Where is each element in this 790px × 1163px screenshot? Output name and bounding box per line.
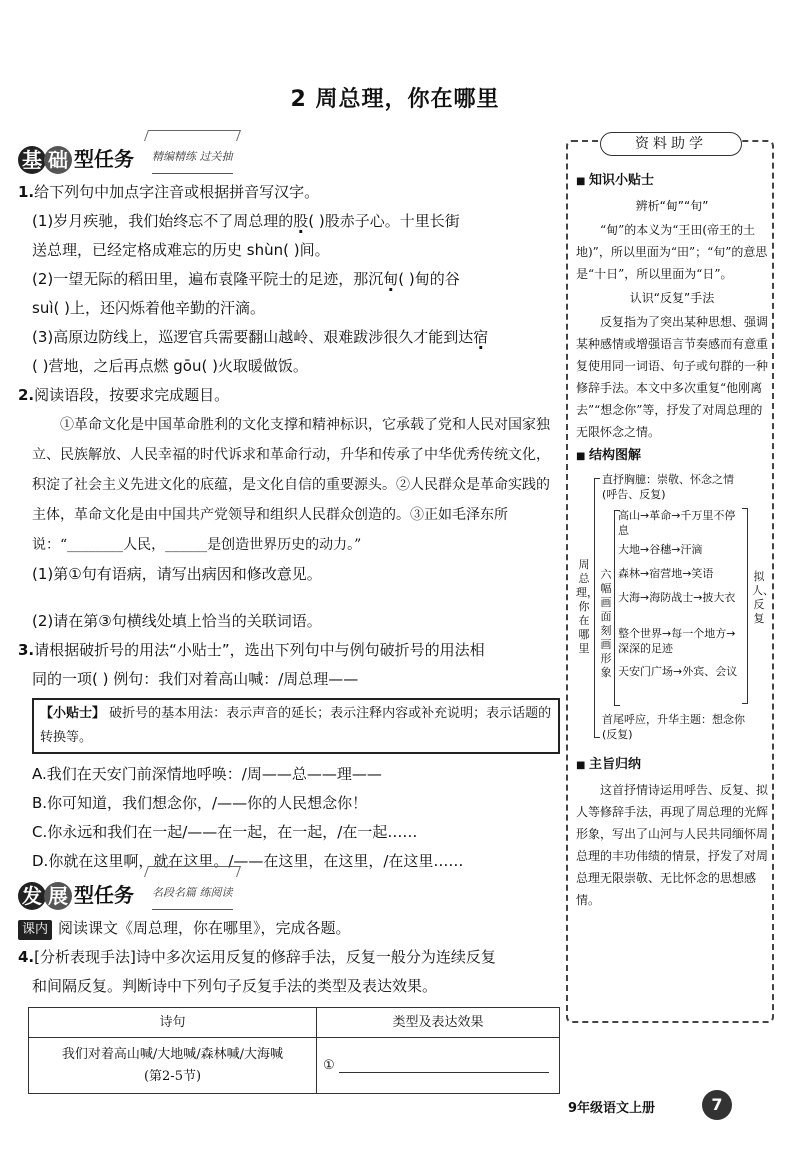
sidebar-reference xyxy=(566,136,774,1023)
question-3-number: 3. xyxy=(18,641,35,659)
poem-stanza-ref: (第2-5节) xyxy=(143,1068,202,1084)
tip-text: 破折号的基本用法：表示声音的延长；表示注释内容或补充说明；表示话题的转换等。 xyxy=(40,706,552,745)
q2-sub1: (1)第①句有语病，请写出病因和修改意见。 xyxy=(32,565,322,583)
diagram-item-3: 森林→宿营地→笑语 xyxy=(618,567,714,580)
section-basic-title: 型任务 xyxy=(74,147,134,171)
sidebar-title: 资料助学 xyxy=(600,132,742,156)
q1-item1-dotted-char: 股 xyxy=(293,212,309,230)
diagram-item-1: 高山→革命→千万里不停息 xyxy=(618,509,736,537)
poem-table xyxy=(28,1007,560,1094)
section-basic-char1: 基 xyxy=(18,146,46,174)
section-develop-title: 型任务 xyxy=(74,883,134,907)
section-basic-header xyxy=(18,140,558,174)
q1-item1 xyxy=(18,207,558,236)
answer-marker: ① xyxy=(323,1057,335,1073)
q3-option-a: A.我们在天安门前深情地呼唤：/周——总——理—— xyxy=(32,765,382,783)
question-1-stem: 给下列句中加点字注音或根据拼音写汉字。 xyxy=(34,183,320,201)
question-4 xyxy=(18,943,558,1094)
q3-option-c: C.你永远和我们在一起/——在一起，在一起，/在一起…… xyxy=(32,823,418,841)
question-4-line2: 和间隔反复。判断诗中下列句子反复手法的类型及表达效果。 xyxy=(32,977,438,995)
tip-label: 【小贴士】 xyxy=(40,706,106,721)
q1-item3-line2: ( )营地，之后再点燃 gōu( )火取暖做饭。 xyxy=(32,357,308,375)
section-develop-char1: 发 xyxy=(18,882,46,910)
section-develop-badge xyxy=(18,881,134,910)
q1-item3-dotted-char: 宿 xyxy=(473,328,489,346)
diagram-bottom: 首尾呼应，升华主题：想念你(反复) xyxy=(602,713,745,741)
q1-item1-text-b: ( )股赤子心。十里长街 xyxy=(308,212,460,230)
section-basic-badge xyxy=(18,145,134,174)
sidebar-heading-tips: ■ 知识小贴士 xyxy=(576,170,768,193)
diagram-item-6: 天安门广场→外宾、会议 xyxy=(618,665,738,678)
poem-table-header-poem: 诗句 xyxy=(29,1008,317,1038)
q1-item2-line2: suì( )上，还闪烁着他辛勤的汗滴。 xyxy=(32,299,265,317)
section-develop-header xyxy=(18,876,558,910)
poem-table-header-effect: 类型及表达效果 xyxy=(317,1008,560,1038)
question-1-number: 1. xyxy=(18,183,35,201)
question-2 xyxy=(18,381,558,636)
q2-sub2: (2)请在第③句横线处填上恰当的关联词语。 xyxy=(32,612,322,630)
sidebar-paragraph-1: “甸”的本义为“王田(帝王的土地)”，所以里面为“田”；“旬”的意思是“十日”，所以里面为“日”。 xyxy=(576,223,768,281)
q1-item2-text-b: ( )甸的谷 xyxy=(398,270,460,288)
page-title: 2 周总理，你在哪里 xyxy=(290,87,500,112)
q1-item2 xyxy=(18,265,558,294)
diagram-left-label: 周总理，你在哪里 xyxy=(576,558,598,655)
sidebar-sub-repetition: 认识“反复”手法 xyxy=(629,291,715,305)
question-2-number: 2. xyxy=(18,386,35,404)
section-develop-char2: 展 xyxy=(44,882,72,910)
sidebar-paragraph-2: 反复指为了突出某种思想、强调某种感情或增强语言节奏感而有意重复使用同一词语、句子或句群的一种修辞手法。本文中多次重复“他刚离去”“想念你”等，抒发了对周总理的无限怀念之情。 xyxy=(576,315,769,439)
section-develop-slogan: 名段名篇 练阅读 xyxy=(152,878,233,910)
diagram-item-4: 大海→海防战士→披大衣 xyxy=(618,591,736,604)
question-2-stem: 阅读语段，按要求完成题目。 xyxy=(34,386,230,404)
question-3-stem-line2: 同的一项( ) 例句：我们对着高山喊：/周总理—— xyxy=(32,670,359,688)
question-2-passage xyxy=(18,410,558,560)
q1-item2-dotted-char: 甸 xyxy=(383,270,399,288)
section-basic-char2: 础 xyxy=(44,146,72,174)
sidebar-heading-structure: ■ 结构图解 xyxy=(576,445,768,468)
diagram-right-brace xyxy=(742,508,748,704)
in-class-tag: 课内 xyxy=(18,920,52,940)
question-1 xyxy=(18,178,558,381)
answer-line[interactable] xyxy=(339,1057,549,1073)
diagram-top: 直抒胸臆：崇敬、怀念之情(呼告、反复) xyxy=(602,473,734,501)
diagram-right-label: 拟人、反复 xyxy=(752,570,774,625)
section-basic-slogan: 精编精练 过关抽 xyxy=(152,142,233,174)
poem-table-answer-cell xyxy=(317,1038,560,1094)
structure-diagram xyxy=(576,472,774,750)
sidebar-paragraph-3: 这首抒情诗运用呼告、反复、拟人等修辞手法，再现了周总理的光辉形象，写出了山河与人民共同缅怀周总理的丰功伟绩的情景，抒发了对周总理无限崇敬、无比怀念的思想感情。 xyxy=(576,783,769,907)
question-4-number: 4. xyxy=(18,948,35,966)
q1-item2-text-a: (2)一望无际的稻田里，遍布袁隆平院士的足迹，那沉 xyxy=(32,270,384,288)
main-column xyxy=(18,140,558,1094)
tip-box xyxy=(32,698,560,754)
diagram-item-5: 整个世界→每一个地方→深深的足迹 xyxy=(618,627,736,655)
footer-book-label: 9年级语文上册 xyxy=(568,1101,656,1116)
poem-table-poem-cell xyxy=(29,1038,317,1094)
q3-option-b: B.你可知道，我们想念你，/——你的人民想念你！ xyxy=(32,794,368,812)
reading-intro-text: 阅读课文《周总理，你在哪里》，完成各题。 xyxy=(58,919,351,937)
diagram-mid-label: 六幅画面刻画形象 xyxy=(600,568,612,679)
q1-item1-text-a: (1)岁月疾驰，我们始终忘不了周总理的 xyxy=(32,212,294,230)
reading-intro xyxy=(18,914,558,943)
page-number: 7 xyxy=(702,1090,732,1120)
q1-item3-text-a: (3)高原边防线上，巡逻官兵需要翻山越岭、艰难跋涉很久才能到达 xyxy=(32,328,474,346)
question-3 xyxy=(18,636,558,876)
diagram-item-2: 大地→谷穗→汗滴 xyxy=(618,543,703,556)
q1-item3 xyxy=(18,323,558,352)
q3-option-d: D.你就在这里啊，就在这里。/——在这里，在这里，/在这里…… xyxy=(32,852,464,870)
question-3-stem-line1: 请根据破折号的用法“小贴士”，选出下列句中与例句破折号的用法相 xyxy=(34,641,485,659)
sidebar-content xyxy=(576,168,774,911)
sidebar-heading-theme: ■ 主旨归纳 xyxy=(576,754,768,777)
question-4-line1: [分析表现手法]诗中多次运用反复的修辞手法，反复一般分为连续反复 xyxy=(34,948,496,966)
poem-line: 我们对着高山喊/大地喊/森林喊/大海喊 xyxy=(61,1046,284,1062)
q1-item1-line2: 送总理，已经定格成难忘的历史 shùn( )间。 xyxy=(32,241,330,259)
passage-text: ①革命文化是中国革命胜利的文化支撑和精神标识，它承载了党和人民对国家独立、民族解放、人民幸福的时代诉求和革命行动，升华和传承了中华优秀传统文化，积淀了社会主义先进文化的底蕴，是文化自信的重要源头。②人民群众是革命实践的主体，革命文化是由中国共产党领导和组织人民群众创造的。③正如毛泽东所说：“________人民，______是创造世界历史的动力。” xyxy=(32,417,550,553)
sidebar-sub-distinguish: 辨析“甸”“旬” xyxy=(635,199,709,213)
